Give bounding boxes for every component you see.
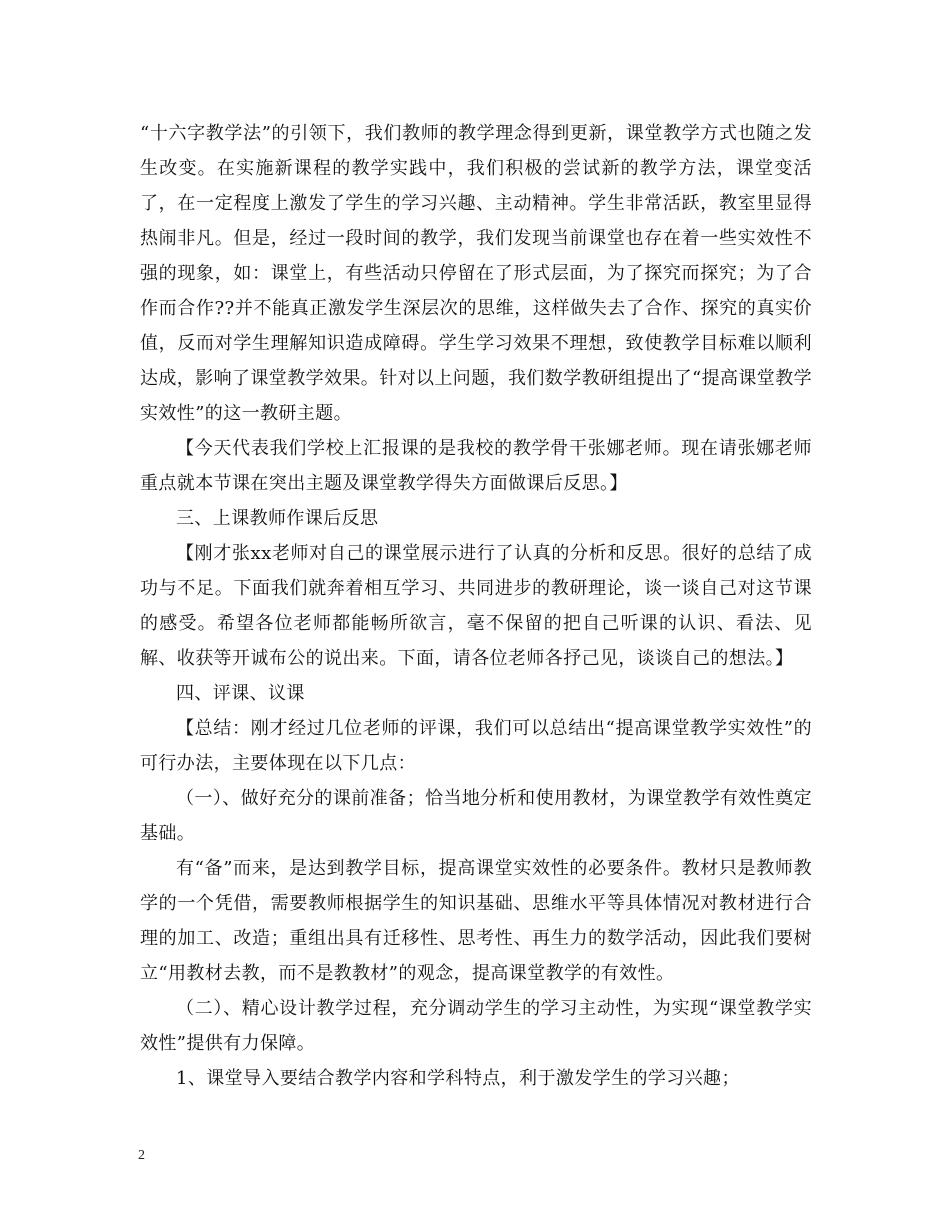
subsection-heading-1: （一）、做好充分的课前准备；恰当地分析和使用教材，为课堂教学有效性奠定基础。 [140,788,812,844]
paragraph-summary: 【总结：刚才经过几位老师的评课，我们可以总结出“提高课堂教学实效性”的可行办法，主要体现在以下几点： [140,718,812,774]
section-heading-evaluation: 四、评课、议课 [176,683,305,704]
list-item-1: 1、课堂导入要结合教学内容和学科特点，利于激发学生的学习兴趣； [176,1068,740,1089]
document-body [140,116,812,1096]
paragraph-intro: “十六字教学法”的引领下，我们教师的教学理念得到更新，课堂教学方式也随之发生改变。在实施新课程的教学实践中，我们积极的尝试新的教学方法，课堂变活了，在一定程度上激发了学生的学习兴趣、主动精神。学生非常活跃，教室里显得热闹非凡。但是，经过一段时间的教学，我们发现当前课堂也存在着一些实效性不强的现象，如：课堂上，有些活动只停留在了形式层面，为了探究而探究；为了合作而合作??并不能真正激发学生深层次的思维，这样做失去了合作、探究的真实价值，反而对学生理解知识造成障碍。学生学习效果不理想，致使教学目标难以顺利达成，影响了课堂教学效果。针对以上问题，我们数学教研组提出了“提高课堂教学实效性”的这一教研主题。 [140,123,812,424]
paragraph-reflection: 【刚才张xx老师对自己的课堂展示进行了认真的分析和反思。很好的总结了成功与不足。下面我们就奔着相互学习、共同进步的教研理论，谈一谈自己对这节课的感受。希望各位老师都能畅所欲言，毫不保留的把自己听课的认识、看法、见解、收获等开诚布公的说出来。下面，请各位老师各抒己见，谈谈自己的想法。】 [140,543,812,669]
paragraph-preparation: 有“备”而来，是达到教学目标，提高课堂实效性的必要条件。教材只是教师教学的一个凭借，需要教师根据学生的知识基础、思维水平等具体情况对教材进行合理的加工、改造；重组出具有迁移性、思考性、再生力的数学活动，因此我们要树立“用教材去教，而不是教教材”的观念，提高课堂教学的有效性。 [140,858,812,984]
subsection-heading-2: （二）、精心设计教学过程，充分调动学生的学习主动性，为实现“课堂教学实效性”提供有力保障。 [140,998,812,1054]
section-heading-reflection: 三、上课教师作课后反思 [176,508,379,529]
paragraph-report-lesson: 【今天代表我们学校上汇报课的是我校的教学骨干张娜老师。现在请张娜老师重点就本节课在突出主题及课堂教学得失方面做课后反思。】 [140,438,812,494]
page-number: 2 [138,1148,145,1163]
